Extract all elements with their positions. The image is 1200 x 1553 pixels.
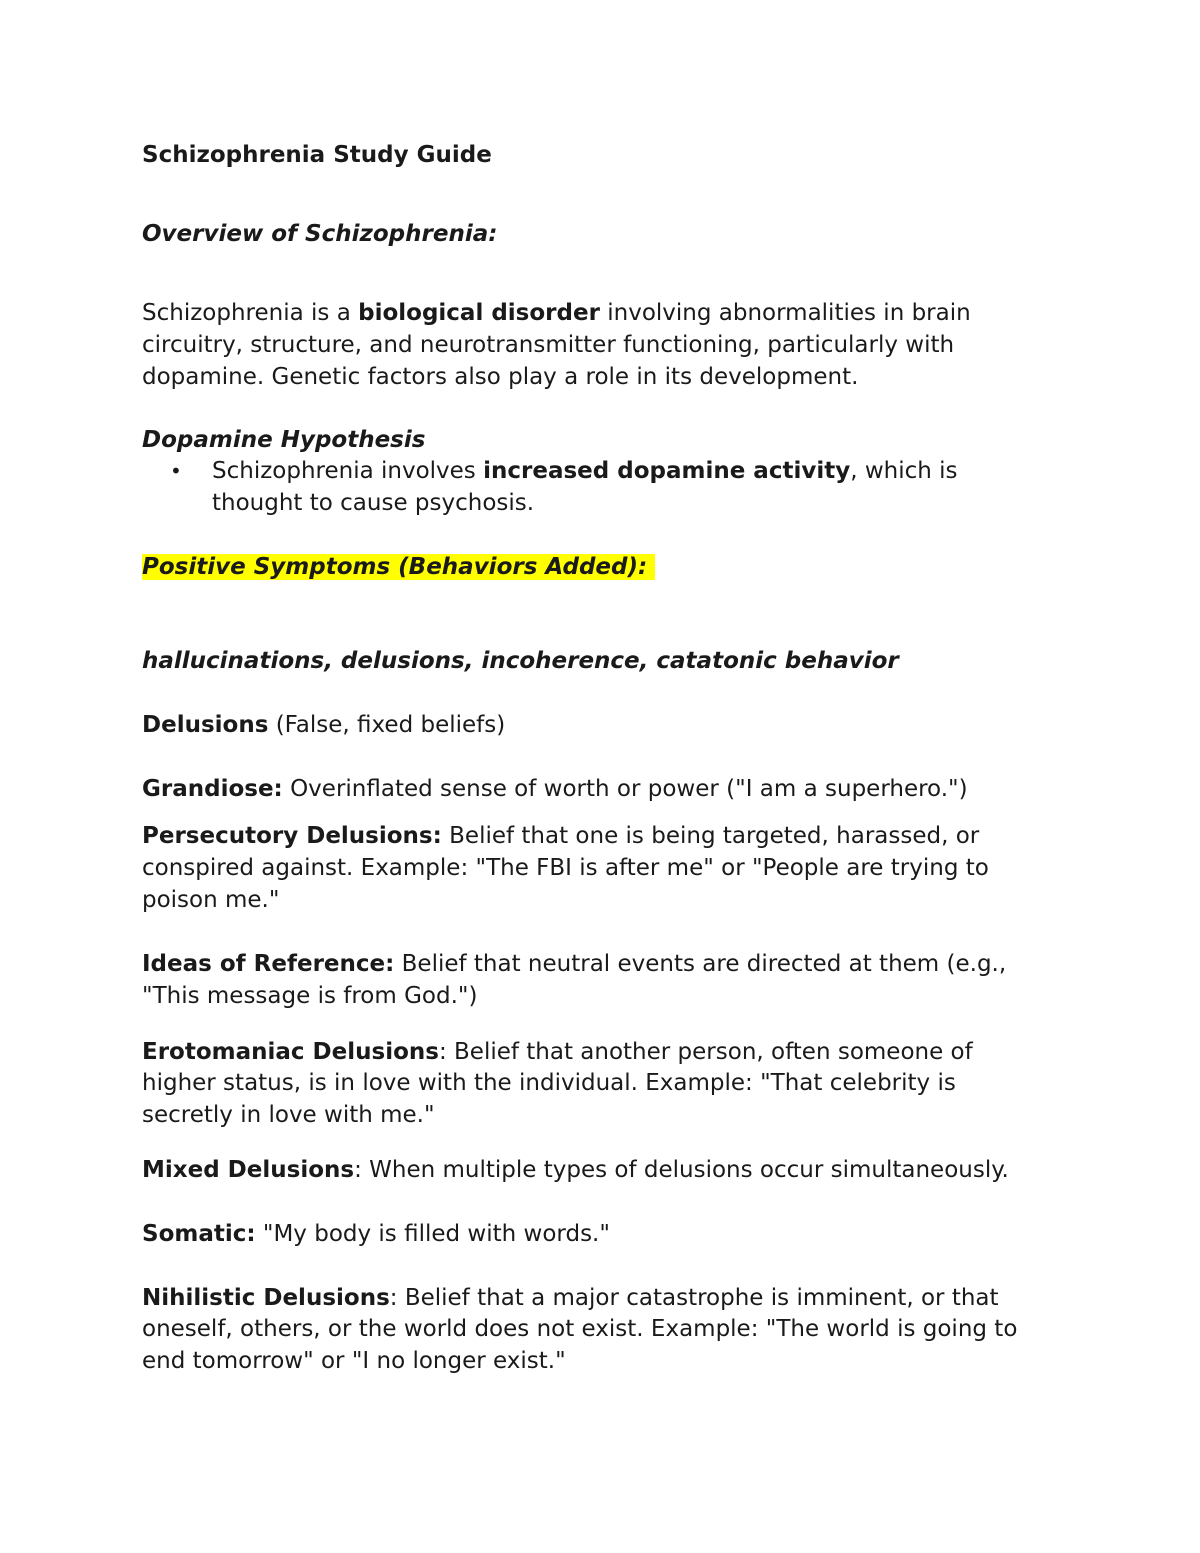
delusions-definition — [142, 709, 505, 741]
definition: Belief that neutral events are directed at them (e.g., — [394, 951, 1007, 977]
term: Erotomaniac Delusions — [142, 1039, 439, 1065]
definition: (False, fixed beliefs) — [268, 712, 506, 738]
overview-text: involving abnormalities in brain — [599, 300, 971, 326]
reference-line-1 — [142, 948, 1006, 980]
erotomaniac-line-1 — [142, 1036, 973, 1068]
nihilistic-line-2: oneself, others, or the world does not exist. Example: "The world is going to — [142, 1316, 1018, 1342]
positive-symptoms-heading: Positive Symptoms (Behaviors Added): — [142, 554, 655, 580]
definition: : When multiple types of delusions occur simultaneously. — [354, 1157, 1009, 1183]
dopamine-line-1 — [212, 455, 958, 487]
persecutory-line-2: conspired against. Example: "The FBI is after me" or "People are trying to — [142, 855, 989, 881]
term: Grandiose: — [142, 776, 283, 802]
page-title: Schizophrenia Study Guide — [142, 142, 492, 168]
overview-line-1 — [142, 297, 971, 329]
overview-line-3: dopamine. Genetic factors also play a role in its development. — [142, 364, 859, 390]
overview-line-2: circuitry, structure, and neurotransmitter functioning, particularly with — [142, 332, 955, 358]
definition: Overinflated sense of worth or power ("I am a superhero.") — [282, 776, 968, 802]
nihilistic-line-3: end tomorrow" or "I no longer exist." — [142, 1348, 566, 1374]
definition: : Belief that another person, often someone of — [438, 1039, 973, 1065]
definition: : Belief that a major catastrophe is imminent, or that — [389, 1285, 999, 1311]
dopamine-text: , which is — [850, 458, 958, 484]
overview-emphasis: biological disorder — [358, 300, 600, 326]
nihilistic-line-1 — [142, 1282, 999, 1314]
overview-heading: Overview of Schizophrenia: — [142, 221, 498, 247]
positive-symptoms-list: hallucinations, delusions, incoherence, catatonic behavior — [142, 648, 899, 674]
dopamine-heading: Dopamine Hypothesis — [142, 427, 426, 453]
term: Persecutory Delusions: — [142, 823, 442, 849]
erotomaniac-line-3: secretly in love with me." — [142, 1102, 435, 1128]
overview-text: Schizophrenia is a — [142, 300, 359, 326]
term: Delusions — [142, 712, 269, 738]
term: Ideas of Reference: — [142, 951, 395, 977]
positive-heading-line — [142, 551, 655, 583]
dopamine-line-2: thought to cause psychosis. — [212, 490, 535, 516]
term: Mixed Delusions — [142, 1157, 355, 1183]
dopamine-text: Schizophrenia involves — [212, 458, 484, 484]
mixed-entry — [142, 1154, 1009, 1186]
dopamine-emphasis: increased dopamine activity — [483, 458, 851, 484]
persecutory-line-3: poison me." — [142, 887, 280, 913]
bullet-icon: • — [170, 459, 182, 483]
definition: Belief that one is being targeted, harassed, or — [441, 823, 980, 849]
erotomaniac-line-2: higher status, is in love with the individual. Example: "That celebrity is — [142, 1070, 956, 1096]
definition: "My body is filled with words." — [255, 1221, 610, 1247]
reference-line-2: "This message is from God.") — [142, 983, 478, 1009]
grandiose-entry — [142, 773, 968, 805]
persecutory-line-1 — [142, 820, 979, 852]
somatic-entry — [142, 1218, 610, 1250]
term: Nihilistic Delusions — [142, 1285, 390, 1311]
term: Somatic: — [142, 1221, 256, 1247]
